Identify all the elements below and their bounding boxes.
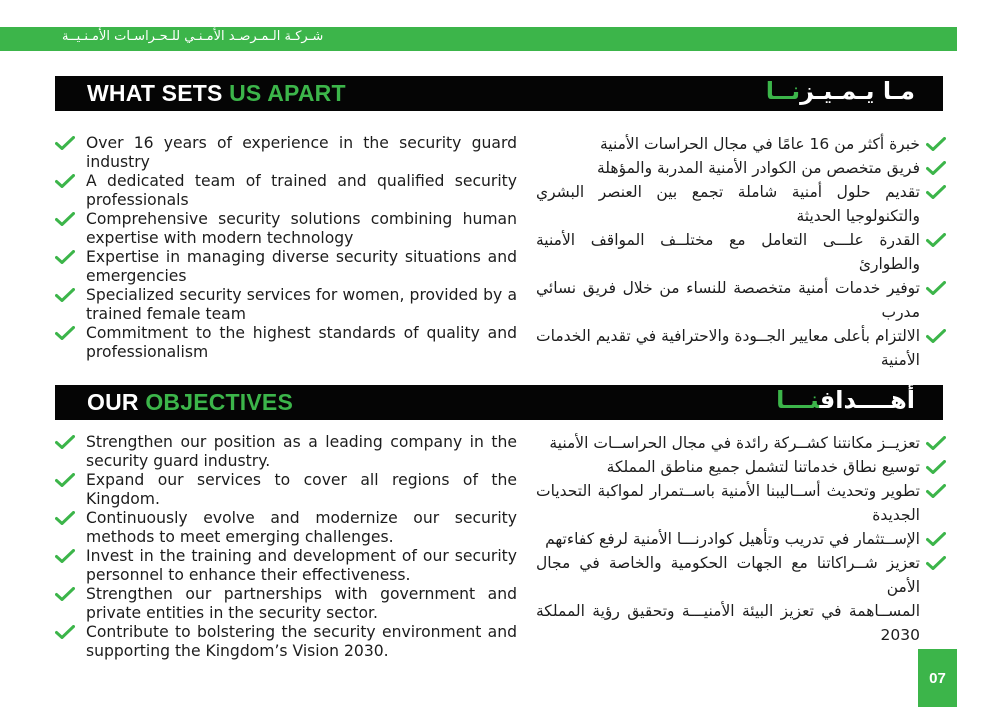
section-title-ar (766, 77, 915, 105)
list-item (55, 324, 517, 362)
title-ar-main: أهــــداف (819, 386, 915, 414)
features-list-ar (536, 132, 946, 372)
company-name: شـركـة الـمـرصـد الأمـنـي للـحـراسـات الأمـنـيــة (62, 29, 324, 44)
check-icon (926, 185, 946, 199)
item-text: المســاهمة في تعزيز البيئة الأمنيـــة وتحقيق رؤية المملكة 2030 (536, 602, 920, 644)
list-item (55, 210, 517, 248)
item-text: فريق متخصص من الكوادر الأمنية المدربة والمؤهلة (596, 159, 920, 177)
objectives-list-ar (536, 431, 946, 647)
item-text: Expertise in managing diverse security situations and emergencies (86, 248, 517, 285)
check-icon (926, 329, 946, 343)
item-text: توسيع نطاق خدماتنا لتشمل جميع مناطق المملكة (606, 458, 920, 476)
title-en-accent: US APART (229, 80, 346, 106)
check-icon (55, 549, 75, 563)
item-text: Expand our services to cover all regions of the Kingdom. (86, 471, 517, 508)
check-icon (926, 233, 946, 247)
item-text: تطوير وتحديث أســاليبنا الأمنية باســتمرار لمواكبة التحديات الجديدة (536, 482, 920, 524)
list-item (55, 623, 517, 661)
item-text: Specialized security services for women, provided by a trained female team (86, 286, 517, 323)
check-icon (55, 288, 75, 302)
item-text: خبرة أكثر من 16 عامًا في مجال الحراسات الأمنية (599, 135, 920, 153)
item-text: توفير خدمات أمنية متخصصة للنساء من خلال فريق نسائي مدرب (536, 279, 920, 321)
title-en-main: WHAT SETS (87, 80, 230, 106)
item-text: تعزيــز مكانتنا كشــركة رائدة في مجال الحراســات الأمنية (549, 434, 920, 452)
list-item (536, 228, 946, 276)
title-ar-main: مـا يـمـيـز (800, 77, 915, 105)
check-icon (926, 281, 946, 295)
check-icon (55, 625, 75, 639)
section-header-our-objectives (55, 385, 943, 420)
check-icon (926, 532, 946, 546)
list-item (536, 132, 946, 156)
title-ar-accent: نـــا (776, 386, 820, 414)
title-ar-accent: نــا (765, 77, 801, 105)
list-item (55, 471, 517, 509)
list-item (55, 172, 517, 210)
check-icon (55, 136, 75, 150)
title-en-accent: OBJECTIVES (145, 389, 294, 415)
page-number: 07 (918, 649, 957, 707)
features-list-en (55, 134, 517, 362)
list-item (536, 276, 946, 324)
section-title-en (87, 389, 293, 416)
check-icon (926, 484, 946, 498)
list-item (536, 479, 946, 527)
item-text: Strengthen our position as a leading company in the security guard industry. (86, 433, 517, 470)
item-text: Invest in the training and development of our security personnel to enhance their effectiveness. (86, 547, 517, 584)
list-item (55, 286, 517, 324)
item-text: الالتزام بأعلى معايير الجــودة والاحترافية في تقديم الخدمات الأمنية (536, 327, 920, 369)
check-icon (55, 435, 75, 449)
check-icon (55, 326, 75, 340)
company-band (0, 27, 957, 51)
item-text: Comprehensive security solutions combining human expertise with modern technology (86, 210, 517, 247)
check-icon (926, 137, 946, 151)
item-text: A dedicated team of trained and qualified security professionals (86, 172, 517, 209)
list-item (536, 455, 946, 479)
section-title-ar (776, 386, 915, 414)
check-icon (55, 250, 75, 264)
list-item (536, 324, 946, 372)
check-icon (55, 511, 75, 525)
item-text: الإســتثمار في تدريب وتأهيل كوادرنـــا الأمنية لرفع كفاءتهم (545, 530, 920, 548)
list-item (55, 585, 517, 623)
check-icon (926, 556, 946, 570)
item-text: Strengthen our partnerships with government and private entities in the security sector. (86, 585, 517, 622)
list-item (55, 248, 517, 286)
item-text: القدرة علـــى التعامل مع مختلــف المواقف الأمنية والطوارئ (536, 231, 920, 273)
check-icon (55, 212, 75, 226)
item-text: Continuously evolve and modernize our security methods to meet emerging challenges. (86, 509, 517, 546)
list-item (536, 599, 946, 647)
objectives-list-en (55, 433, 517, 661)
check-icon (55, 473, 75, 487)
list-item (536, 180, 946, 228)
title-en-main: OUR (87, 389, 146, 415)
item-text: Over 16 years of experience in the security guard industry (86, 134, 517, 171)
item-text: Commitment to the highest standards of quality and professionalism (86, 324, 517, 361)
check-icon (926, 460, 946, 474)
list-item (55, 547, 517, 585)
item-text: تعزيز شــراكاتنا مع الجهات الحكومية والخاصة في مجال الأمن (536, 554, 920, 596)
check-icon (55, 174, 75, 188)
check-icon (926, 161, 946, 175)
section-header-what-sets-us-apart (55, 76, 943, 111)
section-title-en (87, 80, 346, 107)
item-text: تقديم حلول أمنية شاملة تجمع بين العنصر البشري والتكنولوجيا الحديثة (536, 183, 920, 225)
check-icon (55, 587, 75, 601)
list-item (55, 134, 517, 172)
item-text: Contribute to bolstering the security environment and supporting the Kingdom’s Vision 2030. (86, 623, 517, 660)
list-item (55, 509, 517, 547)
list-item (536, 527, 946, 551)
list-item (536, 156, 946, 180)
list-item (55, 433, 517, 471)
list-item (536, 431, 946, 455)
list-item (536, 551, 946, 599)
check-icon (926, 436, 946, 450)
